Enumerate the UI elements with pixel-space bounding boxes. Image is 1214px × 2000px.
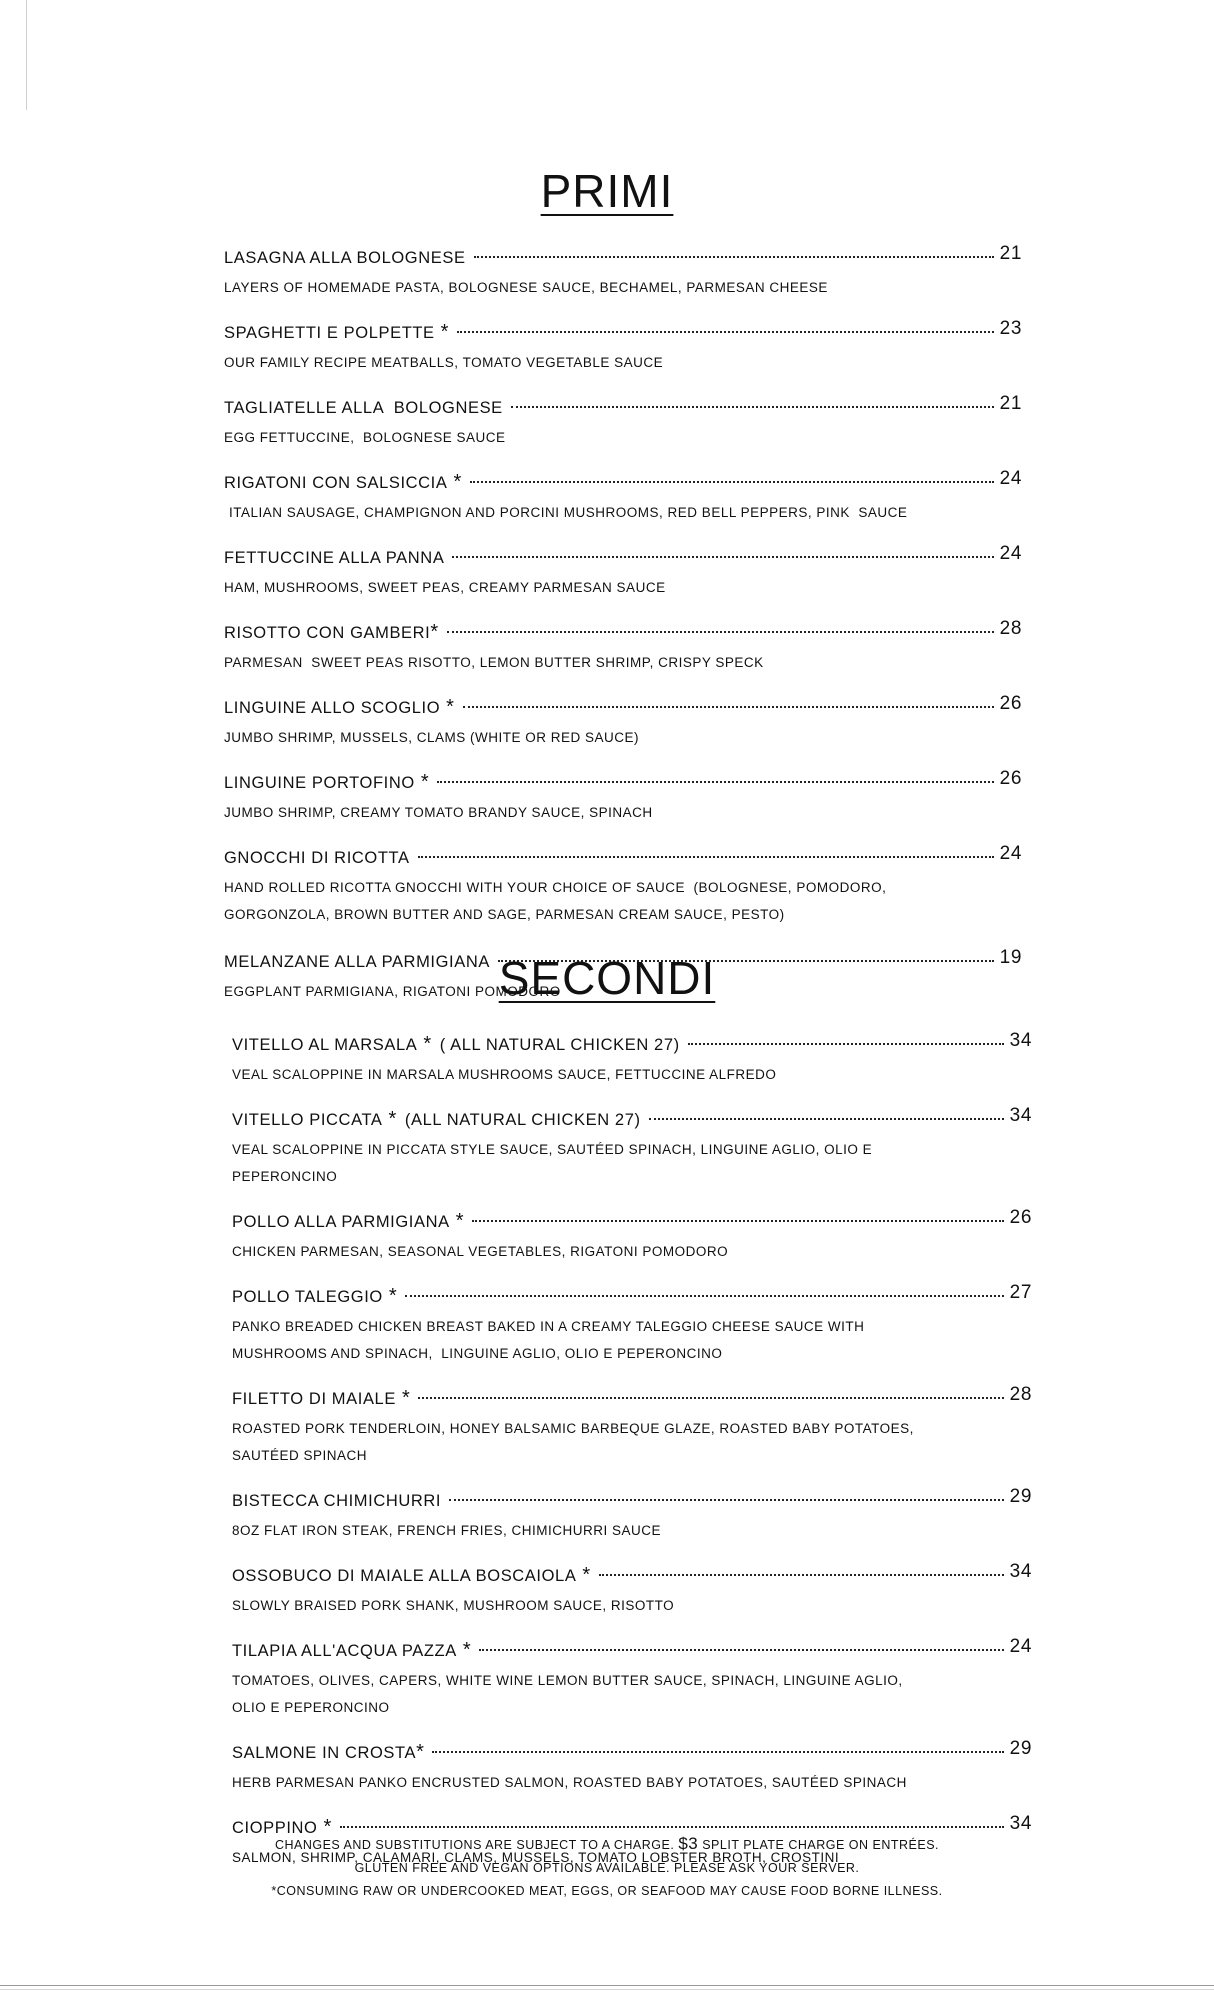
dot-leader xyxy=(432,1751,1003,1753)
dish-name: TAGLIATELLE ALLA BOLOGNESE xyxy=(224,399,503,417)
menu-item xyxy=(224,318,1022,376)
menu-item-header xyxy=(224,618,1022,647)
dish-description: CHICKEN PARMESAN, SEASONAL VEGETABLES, RIGATONI POMODORO xyxy=(232,1244,729,1259)
dish-name: VITELLO AL MARSALA xyxy=(232,1036,418,1054)
dot-leader xyxy=(447,631,994,633)
dish-price: 29 xyxy=(1009,1738,1032,1759)
dish-name: OSSOBUCO DI MAIALE ALLA BOSCAIOLA xyxy=(232,1567,577,1585)
dish-price: 21 xyxy=(999,243,1022,264)
dish-description: TOMATOES, OLIVES, CAPERS, WHITE WINE LEMON BUTTER SAUCE, SPINACH, LINGUINE AGLIO, xyxy=(232,1673,903,1688)
dish-description: 8OZ FLAT IRON STEAK, FRENCH FRIES, CHIMICHURRI SAUCE xyxy=(232,1523,662,1538)
scan-edge-bottom xyxy=(0,1985,1214,1986)
dish-description: EGGPLANT PARMIGIANA, RIGATONI POMODORO xyxy=(224,984,561,999)
footer-split-price: $3 xyxy=(678,1834,699,1853)
dish-price: 19 xyxy=(999,947,1022,968)
dish-description: LAYERS OF HOMEMADE PASTA, BOLOGNESE SAUCE, BECHAMEL, PARMESAN CHEESE xyxy=(224,280,828,295)
dot-leader xyxy=(437,781,993,783)
dish-name: VITELLO PICCATA xyxy=(232,1111,383,1129)
dish-name: CIOPPINO xyxy=(232,1819,318,1837)
footer-line-charges xyxy=(0,1832,1214,1857)
menu-item xyxy=(232,1207,1032,1265)
menu-item-header xyxy=(224,843,1022,872)
dish-name: TILAPIA ALL'ACQUA PAZZA xyxy=(232,1642,457,1660)
dish-description: JUMBO SHRIMP, CREAMY TOMATO BRANDY SAUCE, SPINACH xyxy=(224,805,653,820)
menu-item-header xyxy=(232,1486,1032,1515)
dish-description: ITALIAN SAUSAGE, CHAMPIGNON AND PORCINI MUSHROOMS, RED BELL PEPPERS, PINK SAUCE xyxy=(229,505,908,520)
menu-item xyxy=(224,393,1022,451)
menu-item-header xyxy=(232,1207,1032,1236)
menu-item-header xyxy=(232,1738,1032,1767)
menu-item xyxy=(232,1561,1032,1619)
dish-price: 26 xyxy=(999,693,1022,714)
dish-name: POLLO TALEGGIO xyxy=(232,1288,383,1306)
menu-item xyxy=(224,468,1022,526)
dish-description: SLOWLY BRAISED PORK SHANK, MUSHROOM SAUCE, RISOTTO xyxy=(232,1598,675,1613)
dish-name: SPAGHETTI E POLPETTE xyxy=(224,324,435,342)
primi-menu-list xyxy=(224,243,1022,1025)
dish-note: ( ALL NATURAL CHICKEN 27) xyxy=(439,1036,680,1054)
dish-description: VEAL SCALOPPINE IN MARSALA MUSHROOMS SAUCE, FETTUCCINE ALFREDO xyxy=(232,1067,777,1082)
menu-item xyxy=(224,543,1022,601)
footer-line-options: GLUTEN FREE AND VEGAN OPTIONS AVAILABLE. PLEASE ASK YOUR SERVER. xyxy=(354,1861,860,1875)
dish-name: MELANZANE ALLA PARMIGIANA xyxy=(224,953,490,971)
dish-description-continued: GORGONZOLA, BROWN BUTTER AND SAGE, PARMESAN CREAM SAUCE, PESTO) xyxy=(224,907,785,922)
menu-item xyxy=(232,1636,1032,1721)
menu-item-header xyxy=(232,1384,1032,1413)
dish-description-continued: SAUTÉED SPINACH xyxy=(232,1448,368,1463)
dot-leader xyxy=(649,1118,1004,1120)
asterisk-icon: * xyxy=(388,1108,397,1130)
dot-leader xyxy=(418,1397,1003,1399)
asterisk-icon: * xyxy=(323,1816,332,1838)
section-title-primi xyxy=(0,165,1214,217)
dish-price: 24 xyxy=(999,543,1022,564)
dot-leader xyxy=(479,1649,1003,1651)
dish-description: EGG FETTUCCINE, BOLOGNESE SAUCE xyxy=(224,430,506,445)
dish-price: 26 xyxy=(1009,1207,1032,1228)
asterisk-icon: * xyxy=(440,321,450,343)
dish-note: (ALL NATURAL CHICKEN 27) xyxy=(404,1111,641,1129)
menu-item-header xyxy=(232,1636,1032,1665)
dish-name: FETTUCCINE ALLA PANNA xyxy=(224,549,445,567)
menu-footer-notes xyxy=(0,1832,1214,1903)
dot-leader xyxy=(418,856,994,858)
primi-title-text: PRIMI xyxy=(540,165,674,217)
dot-leader xyxy=(405,1295,1003,1297)
scan-edge-left xyxy=(26,0,27,110)
section-title-secondi xyxy=(0,952,1214,1004)
asterisk-icon: * xyxy=(455,1210,465,1232)
dish-description: HERB PARMESAN PANKO ENCRUSTED SALMON, ROASTED BABY POTATOES, SAUTÉED SPINACH xyxy=(232,1775,907,1790)
dish-name: POLLO ALLA PARMIGIANA xyxy=(232,1213,450,1231)
dish-price: 24 xyxy=(999,468,1022,489)
dish-description: HAM, MUSHROOMS, SWEET PEAS, CREAMY PARMESAN SAUCE xyxy=(224,580,666,595)
dish-description: SALMON, SHRIMP, CALAMARI, CLAMS, MUSSELS, TOMATO LOBSTER BROTH, CROSTINI xyxy=(232,1850,840,1865)
menu-item-header xyxy=(232,1030,1032,1059)
dish-price: 34 xyxy=(1009,1813,1032,1834)
menu-item xyxy=(224,693,1022,751)
dish-name: RISOTTO CON GAMBERI xyxy=(224,624,431,642)
dish-name: BISTECCA CHIMICHURRI xyxy=(232,1492,442,1510)
dish-price: 34 xyxy=(1009,1561,1032,1582)
dish-price: 24 xyxy=(999,843,1022,864)
dot-leader xyxy=(457,331,994,333)
dot-leader xyxy=(599,1574,1004,1576)
footer-charges-text: CHANGES AND SUBSTITUTIONS ARE SUBJECT TO A CHARGE. xyxy=(274,1838,675,1852)
dish-description: PARMESAN SWEET PEAS RISOTTO, LEMON BUTTER SHRIMP, CRISPY SPECK xyxy=(224,655,764,670)
dish-price: 24 xyxy=(1009,1636,1032,1657)
dish-name: RIGATONI CON SALSICCIA xyxy=(224,474,448,492)
asterisk-icon: * xyxy=(423,1033,432,1055)
menu-item-header xyxy=(224,318,1022,347)
menu-item xyxy=(224,618,1022,676)
dish-price: 34 xyxy=(1009,1105,1032,1126)
secondi-title-text: SECONDI xyxy=(498,952,716,1004)
asterisk-icon: * xyxy=(420,771,430,793)
dish-description: PANKO BREADED CHICKEN BREAST BAKED IN A CREAMY TALEGGIO CHEESE SAUCE WITH xyxy=(232,1319,865,1334)
dot-leader xyxy=(688,1043,1004,1045)
menu-item xyxy=(232,1486,1032,1544)
menu-item xyxy=(224,243,1022,301)
dish-description: HAND ROLLED RICOTTA GNOCCHI WITH YOUR CHOICE OF SAUCE (BOLOGNESE, POMODORO, xyxy=(224,880,887,895)
asterisk-icon: * xyxy=(453,471,462,493)
dish-description: ROASTED PORK TENDERLOIN, HONEY BALSAMIC BARBEQUE GLAZE, ROASTED BABY POTATOES, xyxy=(232,1421,914,1436)
menu-item xyxy=(232,1282,1032,1367)
menu-item-header xyxy=(224,768,1022,797)
asterisk-icon: * xyxy=(462,1639,472,1661)
dot-leader xyxy=(463,706,994,708)
dish-description-continued: MUSHROOMS AND SPINACH, LINGUINE AGLIO, OLIO E PEPERONCINO xyxy=(232,1346,723,1361)
dish-description: VEAL SCALOPPINE IN PICCATA STYLE SAUCE, SAUTÉED SPINACH, LINGUINE AGLIO, OLIO E xyxy=(232,1142,873,1157)
dot-leader xyxy=(452,556,993,558)
dish-price: 26 xyxy=(999,768,1022,789)
asterisk-icon: * xyxy=(388,1285,398,1307)
dish-description: JUMBO SHRIMP, MUSSELS, CLAMS (WHITE OR RED SAUCE) xyxy=(224,730,640,745)
menu-item-header xyxy=(224,393,1022,422)
dish-price: 34 xyxy=(1009,1030,1032,1051)
menu-item-header xyxy=(232,1105,1032,1134)
menu-item-header xyxy=(224,468,1022,497)
dot-leader xyxy=(449,1499,1004,1501)
asterisk-icon: * xyxy=(401,1387,411,1409)
dish-price: 21 xyxy=(999,393,1022,414)
asterisk-icon: * xyxy=(582,1564,591,1586)
footer-line-warning: *CONSUMING RAW OR UNDERCOOKED MEAT, EGGS, OR SEAFOOD MAY CAUSE FOOD BORNE ILLNESS. xyxy=(271,1884,943,1898)
dish-name: LASAGNA ALLA BOLOGNESE xyxy=(224,249,466,267)
menu-item-header xyxy=(232,1282,1032,1311)
dish-price: 28 xyxy=(999,618,1022,639)
dish-description-continued: PEPERONCINO xyxy=(232,1169,338,1184)
dish-description: OUR FAMILY RECIPE MEATBALLS, TOMATO VEGETABLE SAUCE xyxy=(224,355,664,370)
menu-item-header xyxy=(224,243,1022,272)
dish-name: LINGUINE PORTOFINO xyxy=(224,774,415,792)
menu-item xyxy=(232,1030,1032,1088)
dot-leader xyxy=(511,406,994,408)
menu-item-header xyxy=(224,543,1022,572)
menu-item-header xyxy=(224,693,1022,722)
dot-leader xyxy=(340,1826,1004,1828)
dot-leader xyxy=(472,1220,1004,1222)
dish-name: LINGUINE ALLO SCOGLIO xyxy=(224,699,441,717)
dot-leader xyxy=(474,256,994,258)
secondi-menu-list xyxy=(232,1030,1032,1891)
footer-split-text: SPLIT PLATE CHARGE ON ENTRÉES. xyxy=(702,1838,940,1852)
asterisk-icon: * xyxy=(430,621,439,643)
dish-price: 27 xyxy=(1009,1282,1032,1303)
dish-name: SALMONE IN CROSTA xyxy=(232,1744,417,1762)
menu-item xyxy=(232,1105,1032,1190)
menu-item xyxy=(224,843,1022,928)
dish-price: 29 xyxy=(1009,1486,1032,1507)
asterisk-icon: * xyxy=(416,1741,425,1763)
asterisk-icon: * xyxy=(446,696,455,718)
menu-item-header xyxy=(232,1561,1032,1590)
dish-name: GNOCCHI DI RICOTTA xyxy=(224,849,410,867)
scan-edge-bottom-secondary xyxy=(0,1989,1214,1990)
menu-item xyxy=(224,768,1022,826)
dish-name: FILETTO DI MAIALE xyxy=(232,1390,396,1408)
dot-leader xyxy=(470,481,994,483)
dish-price: 28 xyxy=(1009,1384,1032,1405)
dish-price: 23 xyxy=(999,318,1022,339)
menu-item xyxy=(232,1384,1032,1469)
menu-item xyxy=(232,1738,1032,1796)
dish-description-continued: OLIO E PEPERONCINO xyxy=(232,1700,390,1715)
